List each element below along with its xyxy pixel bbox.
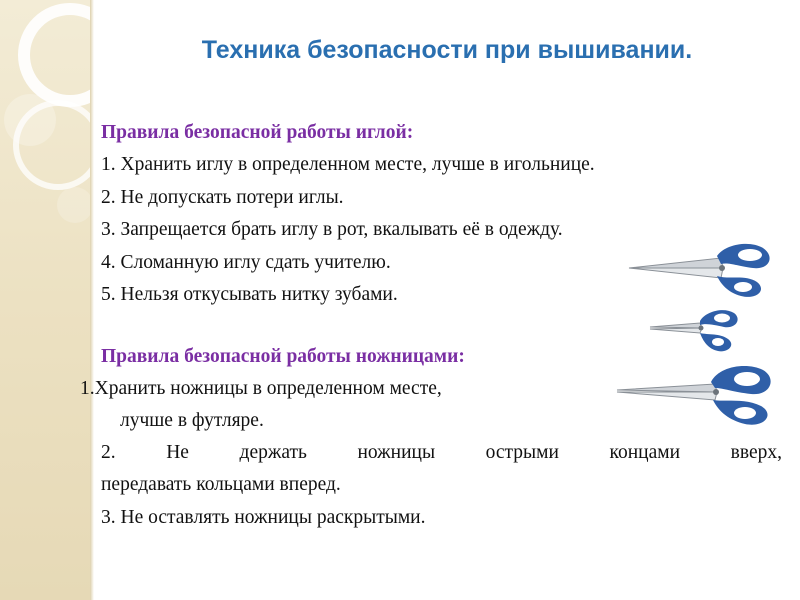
needle-rules-heading: Правила безопасной работы иглой: <box>101 122 414 143</box>
word: ножницы <box>357 442 436 463</box>
needle-rule-3: 3. Запрещается брать иглу в рот, вкалывать её в одежду. <box>101 219 563 240</box>
word: держать <box>239 442 307 463</box>
word: концами <box>609 442 681 463</box>
scissors-rule-2-line-2: передавать кольцами вперед. <box>101 474 341 495</box>
word: Не <box>166 442 189 463</box>
scissors-rule-2-line-1 <box>101 437 782 469</box>
scissors-icon <box>625 238 785 300</box>
word: вверх, <box>730 442 782 463</box>
scissors-rules-heading: Правила безопасной работы ножницами: <box>101 346 465 367</box>
needle-rule-4: 4. Сломанную иглу сдать учителю. <box>101 252 391 273</box>
word: 2. <box>101 442 116 463</box>
word: острыми <box>485 442 559 463</box>
scissors-rule-1-line-1: 1.Хранить ножницы в определенном месте, <box>80 378 442 399</box>
scissors-icon <box>648 305 743 355</box>
page-title: Техника безопасности при вышивании. <box>201 36 693 64</box>
scissors-rule-1-line-2: лучше в футляре. <box>120 410 264 431</box>
scissors-icon <box>615 360 787 430</box>
needle-rule-2: 2. Не допускать потери иглы. <box>101 187 344 208</box>
needle-rule-5: 5. Нельзя откусывать нитку зубами. <box>101 284 398 305</box>
scissors-rule-3: 3. Не оставлять ножницы раскрытыми. <box>101 507 426 528</box>
needle-rule-1: 1. Хранить иглу в определенном месте, лучше в игольнице. <box>101 154 595 175</box>
